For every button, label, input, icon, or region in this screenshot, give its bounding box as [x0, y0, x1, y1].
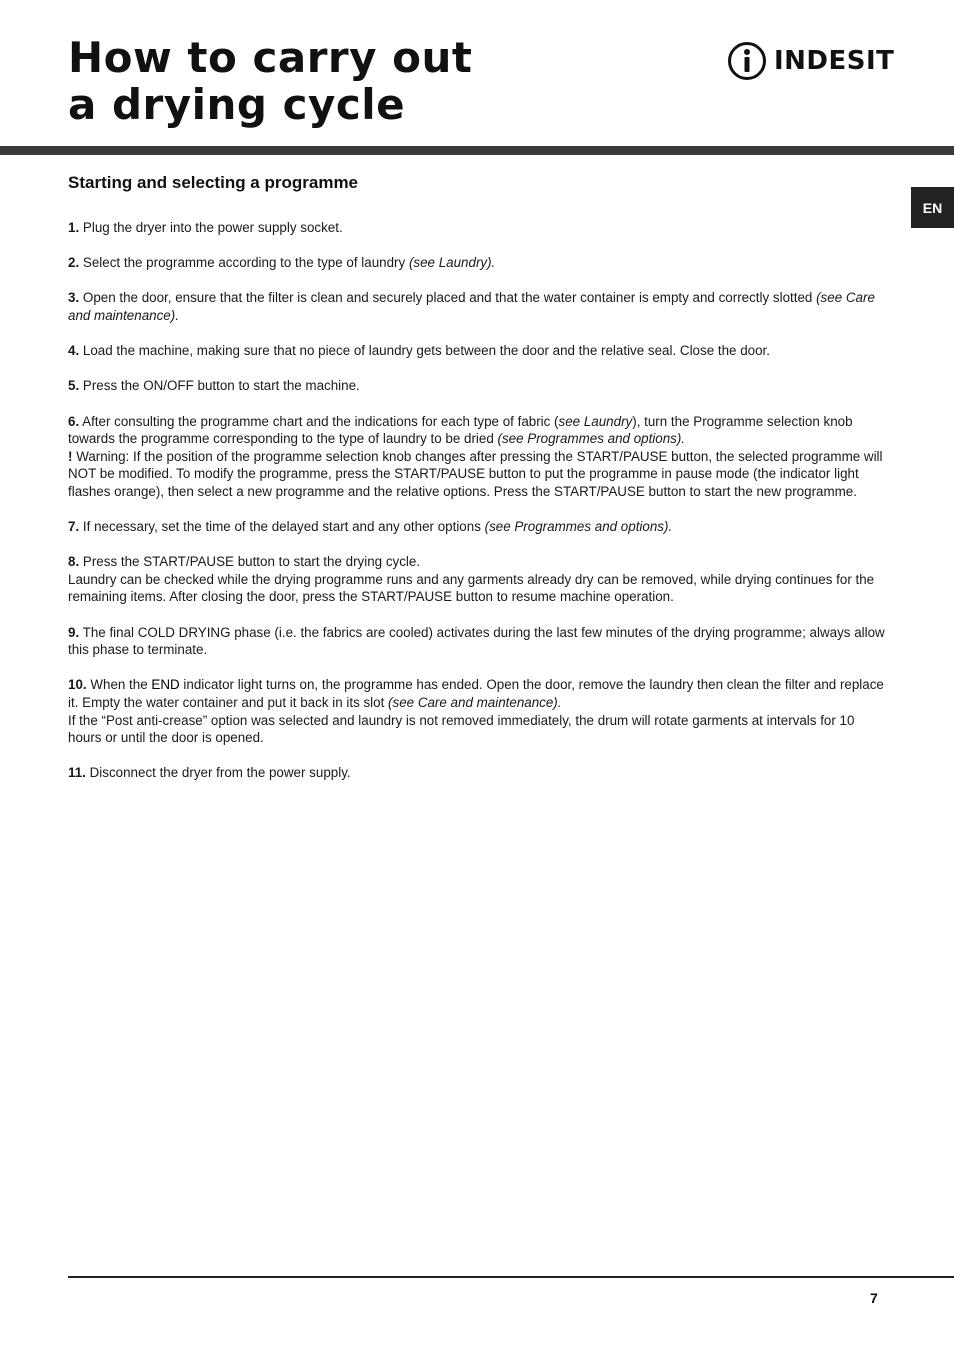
warning-text: Warning: If the position of the programme selection knob changes after pressing the START/PAUSE button, the selected programme will NOT be modified. To modify the programme, press the START/PAUSE button to put the programme in pause mode (the indicator light flashes orange), then select a new programme and the relative options. Press the START/PAUSE button to start the new programme.: [68, 448, 883, 499]
step-4: 4. Load the machine, making sure that no piece of laundry gets between the door and the relative seal. Close the door.: [68, 343, 770, 359]
step-7: 7. If necessary, set the time of the delayed start and any other options (see Programmes and options).: [68, 519, 673, 535]
cross-reference: (see Care and maintenance).: [68, 290, 875, 323]
warning-icon: !: [68, 448, 73, 464]
page-number: 7: [870, 1290, 878, 1306]
end-indicator-label: END: [151, 677, 180, 693]
instruction-steps: [68, 219, 886, 800]
step-11: 11. Disconnect the dryer from the power supply.: [68, 765, 351, 781]
section-heading: Starting and selecting a programme: [68, 173, 359, 192]
step-1: 1. Plug the dryer into the power supply socket.: [68, 220, 343, 235]
brand-i-icon: [726, 40, 768, 82]
page-title-line-1: How to carry out: [68, 33, 473, 82]
cross-reference: see Laundry: [558, 413, 633, 429]
step-6: 6. After consulting the programme chart and the indications for each type of fabric (see Laundry), turn the Programme selection knob towards the programme corresponding to the type of laundry to be dried (see Programmes and options). ! Warning: If the position of the programme selection knob changes after pressing the START/PAUSE button, the selected programme will NOT be modified. To modify the programme, press the START/PAUSE button to put the programme in pause mode (the indicator light flashes orange), then select a new programme and the relative options. Press the START/PAUSE button to start the new programme.: [68, 413, 883, 499]
page-title: [68, 34, 472, 128]
cross-reference: (see Programmes and options).: [497, 431, 686, 447]
cross-reference: (see Laundry).: [408, 255, 496, 271]
footer-divider: [68, 1276, 954, 1278]
page-title-line-2: a drying cycle: [68, 80, 406, 129]
step-10: 10. When the END indicator light turns on, the programme has ended. Open the door, remove the laundry then clean the filter and replace it. Empty the water container and put it back in its slot (see Care and maintenance). If the “Post anti-crease” option was selected and laundry is not removed immediately, the drum will rotate garments at intervals for 10 hours or until the door is opened.: [68, 677, 884, 746]
brand-logo: [726, 41, 894, 81]
step-2: 2. Select the programme according to the type of laundry (see Laundry).: [68, 255, 496, 271]
header-divider-bar: [0, 146, 954, 155]
step-3: 3. Open the door, ensure that the filter is clean and securely placed and that the water container is empty and correctly slotted (see Care and maintenance).: [68, 290, 875, 323]
cross-reference: (see Programmes and options).: [484, 519, 673, 535]
step-8: 8. Press the START/PAUSE button to start the drying cycle. Laundry can be checked while the drying programme runs and any garments already dry can be removed, while drying continues for the remaining items. After closing the door, press the START/PAUSE button to resume machine operation.: [68, 554, 875, 605]
language-tab: EN: [911, 187, 954, 228]
step-9: 9. The final COLD DRYING phase (i.e. the fabrics are cooled) activates during the last few minutes of the drying programme; always allow this phase to terminate.: [68, 624, 885, 658]
brand-name: INDESIT: [774, 46, 895, 76]
cross-reference: (see Care and maintenance).: [388, 695, 562, 711]
step-5: 5. Press the ON/OFF button to start the machine.: [68, 378, 360, 394]
